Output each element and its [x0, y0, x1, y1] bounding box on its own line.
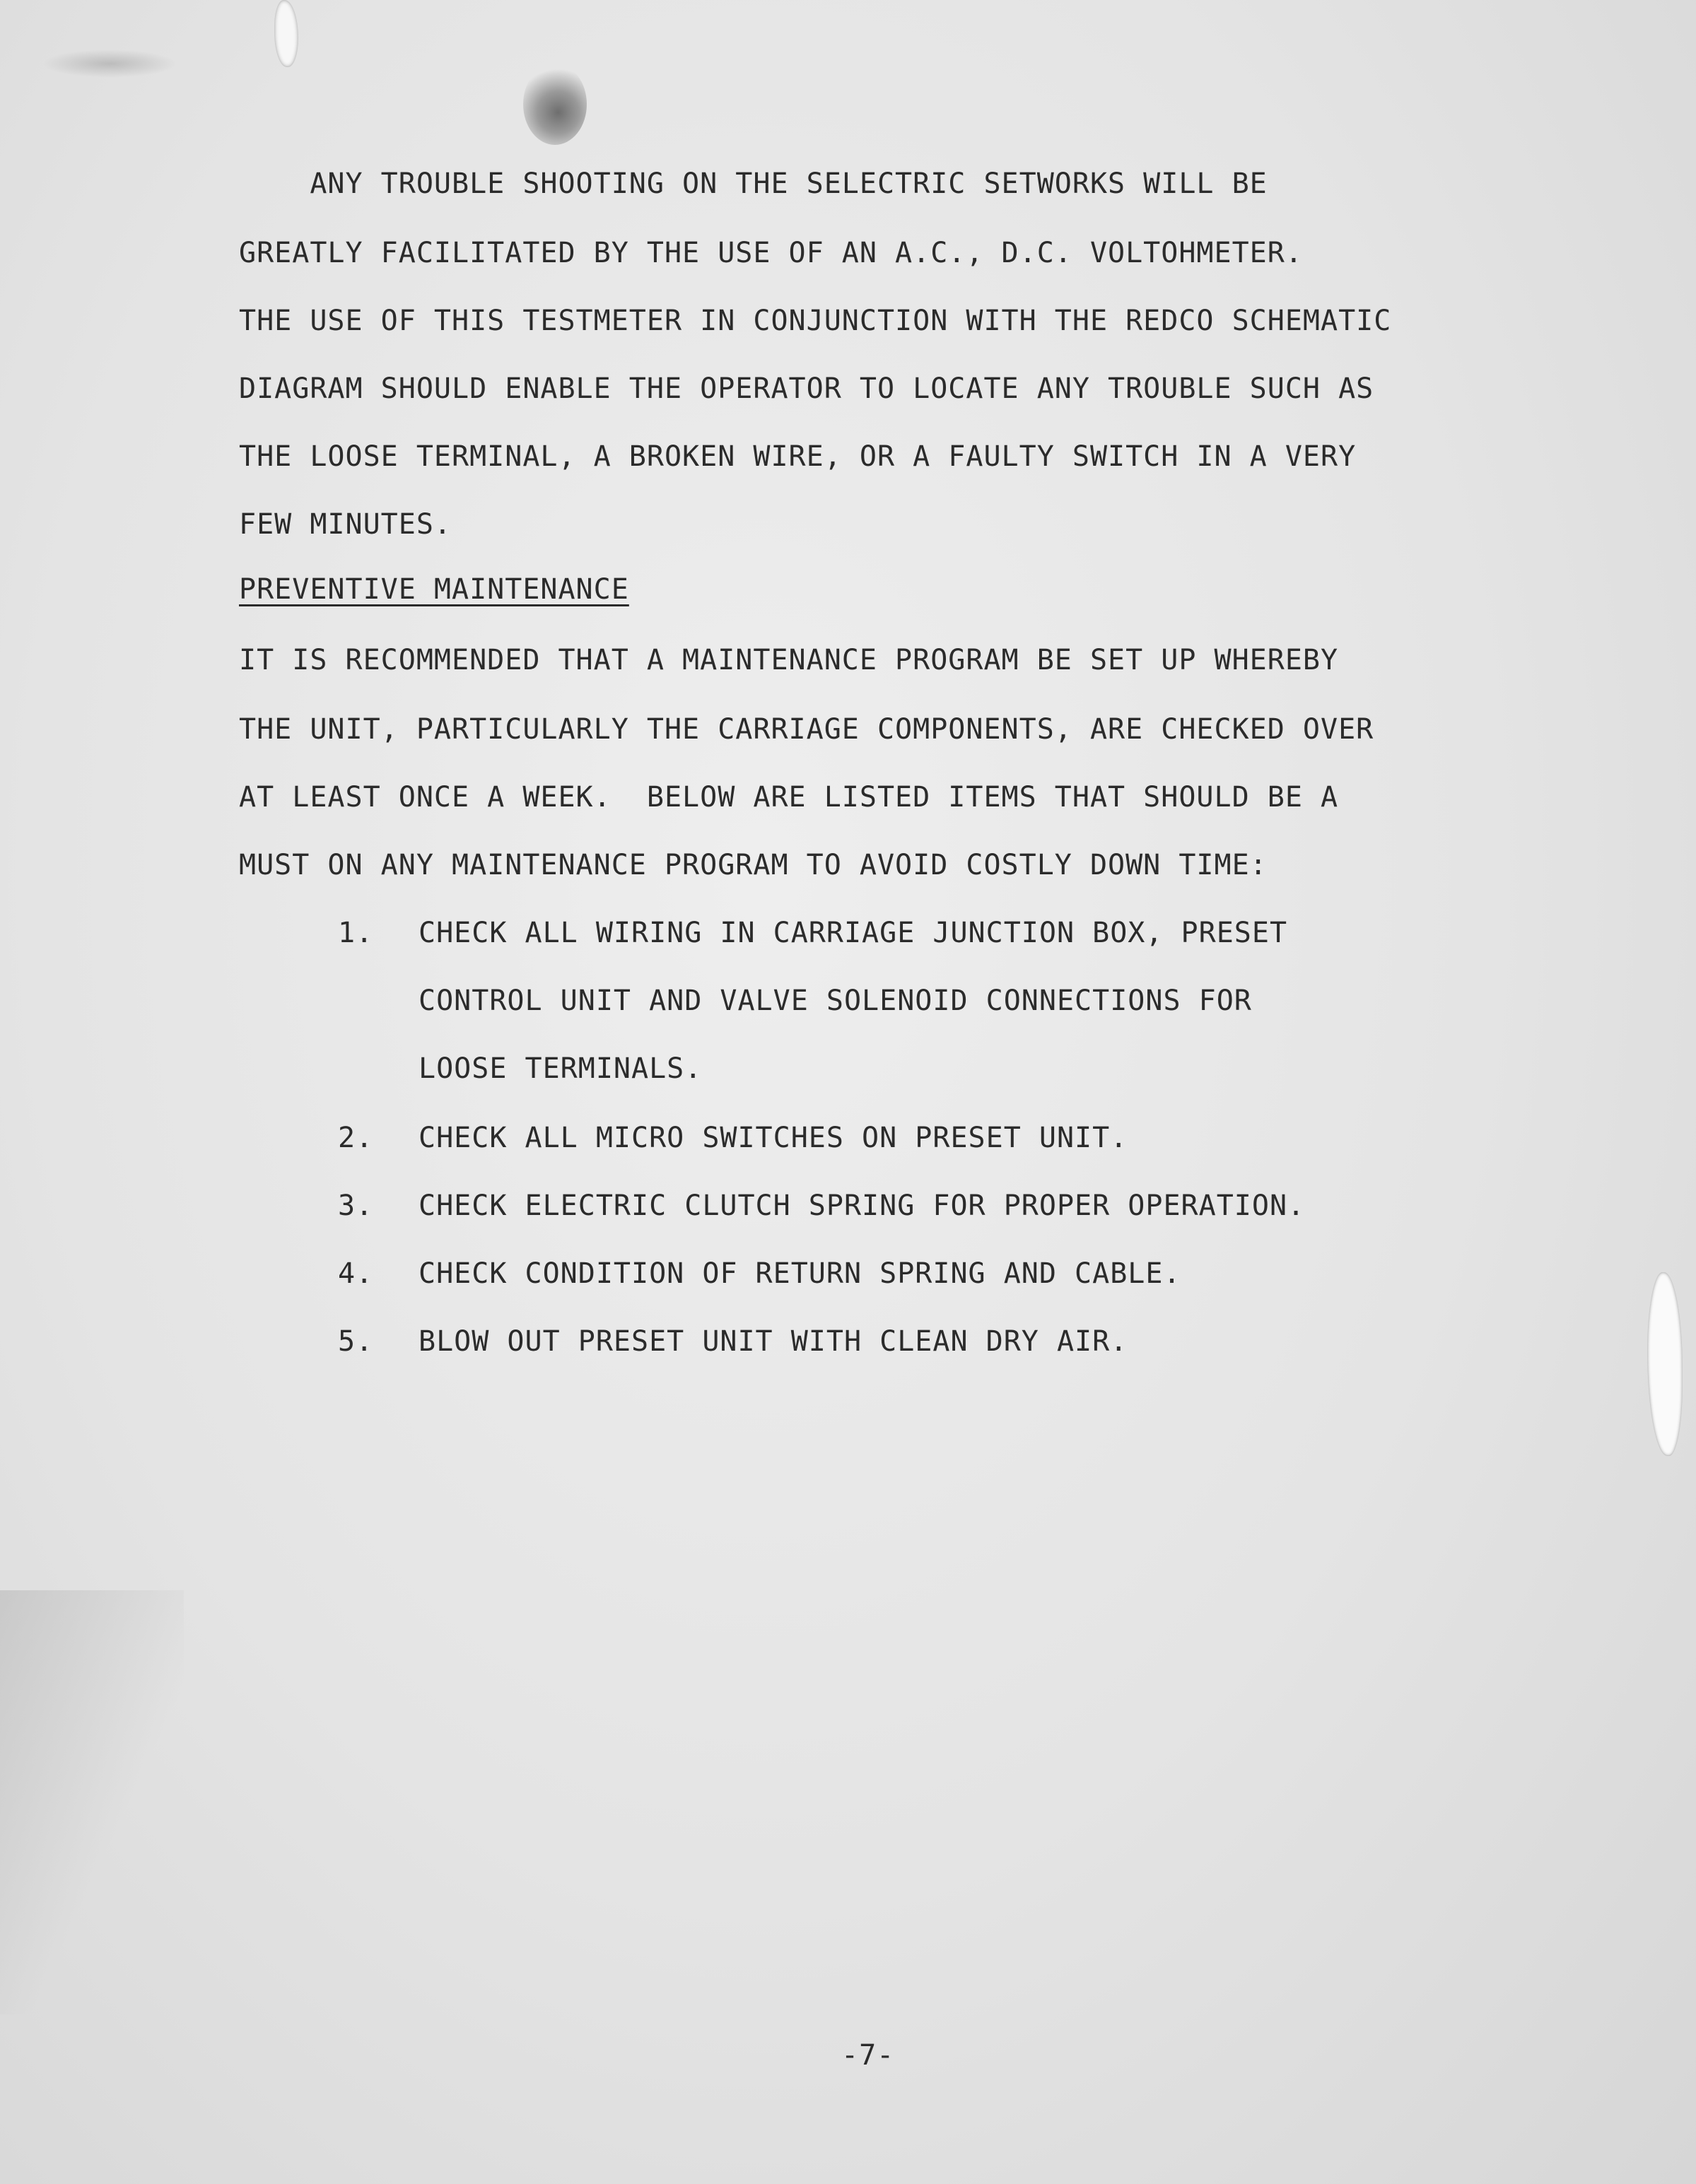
list-item-text: CHECK CONDITION OF RETURN SPRING AND CABLE. [419, 1257, 1181, 1290]
list-item-text: LOOSE TERMINALS. [419, 1052, 703, 1085]
section-heading: PREVENTIVE MAINTENANCE [239, 573, 629, 606]
list-item [0, 1257, 1696, 1291]
maintenance-line: THE UNIT, PARTICULARLY THE CARRIAGE COMPONENTS, ARE CHECKED OVER [239, 713, 1374, 746]
intro-line: FEW MINUTES. [239, 508, 452, 541]
list-item-text: BLOW OUT PRESET UNIT WITH CLEAN DRY AIR. [419, 1325, 1128, 1358]
intro-line: ANY TROUBLE SHOOTING ON THE SELECTRIC SETWORKS WILL BE [239, 168, 1268, 200]
maintenance-line: IT IS RECOMMENDED THAT A MAINTENANCE PROGRAM BE SET UP WHEREBY [239, 644, 1339, 676]
list-item-text: CONTROL UNIT AND VALVE SOLENOID CONNECTIONS FOR [419, 985, 1252, 1017]
intro-line: THE LOOSE TERMINAL, A BROKEN WIRE, OR A FAULTY SWITCH IN A VERY [239, 440, 1357, 473]
list-item-text: CHECK ELECTRIC CLUTCH SPRING FOR PROPER OPERATION. [419, 1190, 1306, 1222]
page-number: -7- [841, 2039, 895, 2072]
list-item [0, 1325, 1696, 1358]
list-item-number: 4. [338, 1257, 374, 1290]
list-item-number: 5. [338, 1325, 374, 1358]
intro-line: GREATLY FACILITATED BY THE USE OF AN A.C., D.C. VOLTOHMETER. [239, 237, 1303, 269]
intro-line: DIAGRAM SHOULD ENABLE THE OPERATOR TO LOCATE ANY TROUBLE SUCH AS [239, 372, 1374, 405]
list-item-number: 3. [338, 1190, 374, 1222]
maintenance-line: AT LEAST ONCE A WEEK. BELOW ARE LISTED ITEMS THAT SHOULD BE A [239, 781, 1339, 814]
list-item-text: CHECK ALL WIRING IN CARRIAGE JUNCTION BOX, PRESET [419, 917, 1288, 949]
list-item [0, 916, 1696, 950]
list-item-number: 1. [338, 917, 374, 949]
intro-line: THE USE OF THIS TESTMETER IN CONJUNCTION WITH THE REDCO SCHEMATIC [239, 305, 1392, 337]
maintenance-line: MUST ON ANY MAINTENANCE PROGRAM TO AVOID COSTLY DOWN TIME: [239, 849, 1268, 881]
list-item-text: CHECK ALL MICRO SWITCHES ON PRESET UNIT. [419, 1122, 1128, 1154]
list-item [0, 1121, 1696, 1155]
list-item [0, 1189, 1696, 1223]
list-item-number: 2. [338, 1122, 374, 1154]
